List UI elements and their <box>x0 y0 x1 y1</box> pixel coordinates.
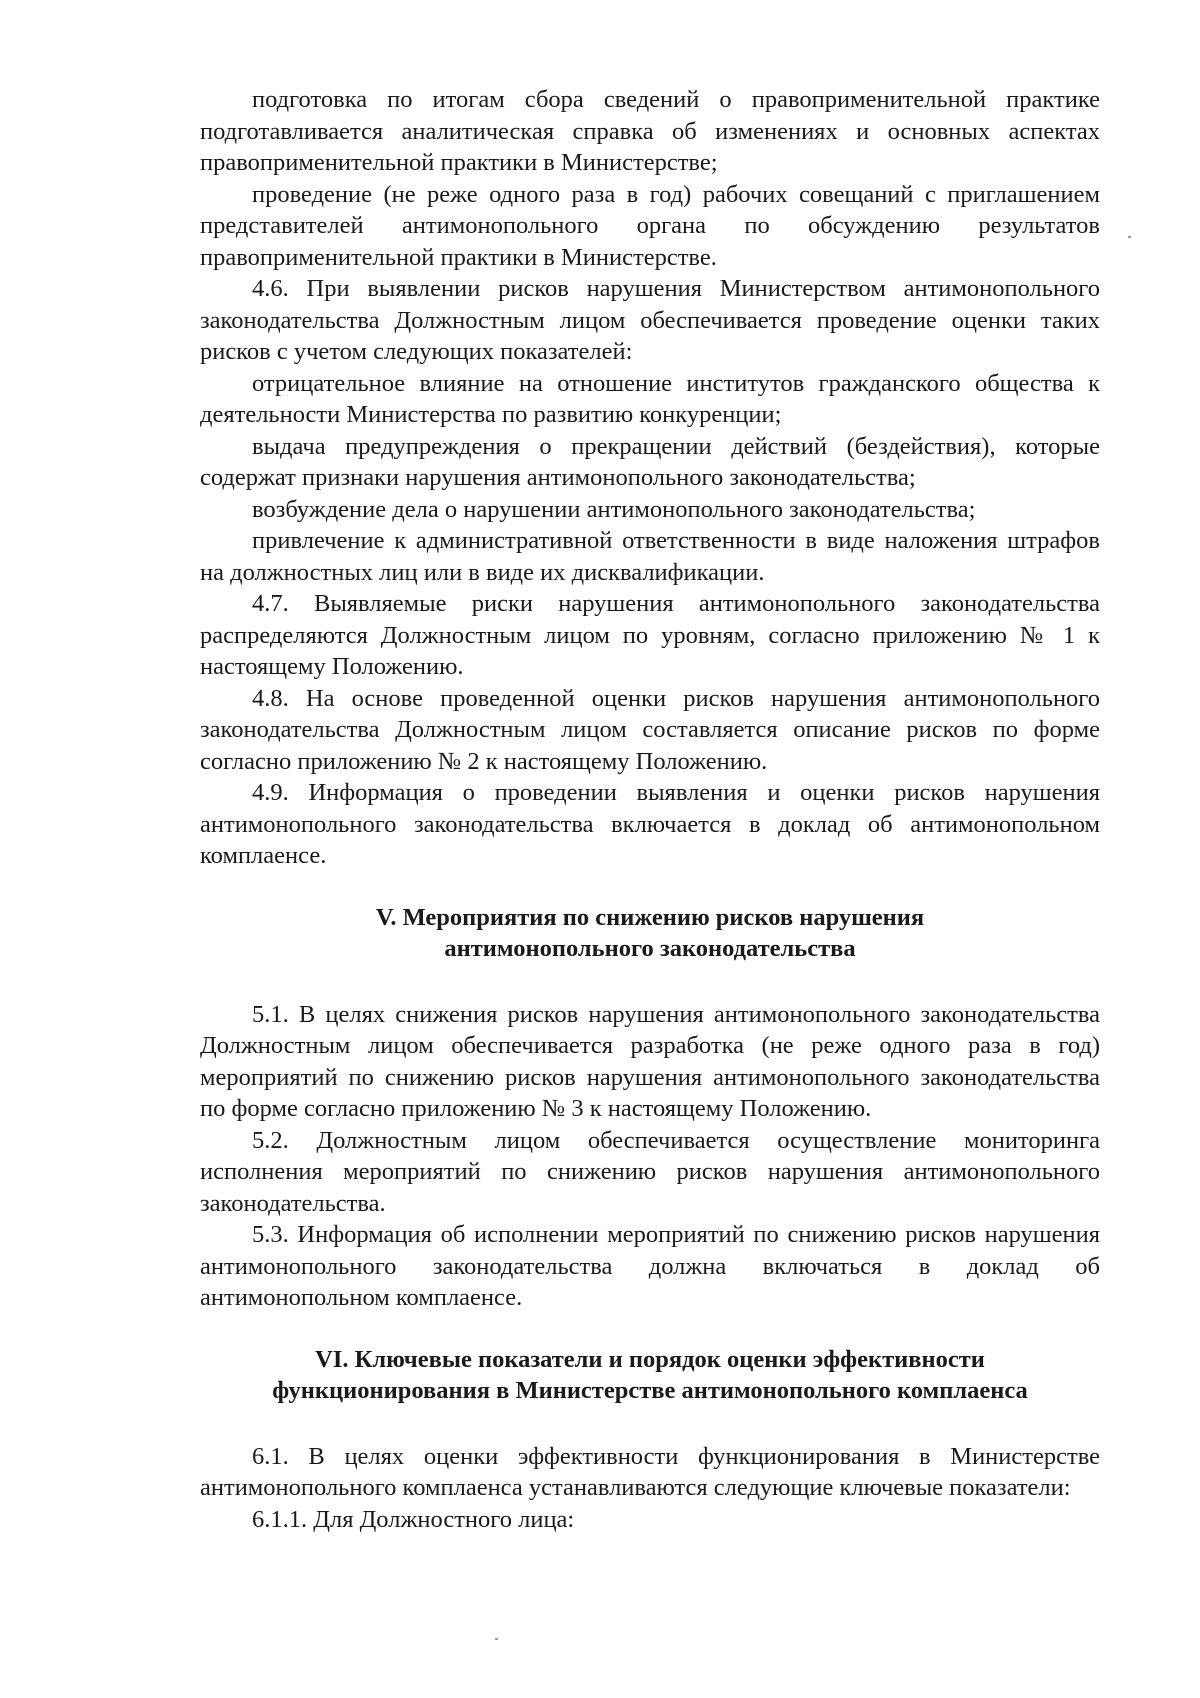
paragraph-4-6: 4.6. При выявлении рисков нарушения Министерством антимонопольного законодательства Должностным лицом обеспечивается проведение оценки таких рисков с учетом следующих показателей: <box>200 275 1100 365</box>
paragraph-warning-issuance: выдача предупреждения о прекращении действий (бездействия), которые содержат признаки нарушения антимонопольного законодательства; <box>200 432 1100 491</box>
scan-speck <box>1128 236 1131 238</box>
scan-speck <box>495 1638 498 1640</box>
section-6-heading <box>200 1344 1100 1407</box>
section-5-heading <box>200 902 1100 965</box>
paragraph-practice-report: подготовка по итогам сбора сведений о правоприменительной практике подготавливается аналитическая справка об изменениях и основных аспектах правоприменительной практики в Министерстве; <box>200 86 1100 176</box>
paragraph-4-8: 4.8. На основе проведенной оценки рисков нарушения антимонопольного законодательства Должностным лицом составляется описание рисков по форме согласно приложению № 2 к настоящему Положению. <box>200 684 1100 775</box>
paragraph-6-1: 6.1. В целях оценки эффективности функционирования в Министерстве антимонопольного комплаенса устанавливаются следующие ключевые показатели: <box>200 1442 1100 1501</box>
paragraph-case-initiation: возбуждение дела о нарушении антимонопольного законодательства; <box>252 495 976 523</box>
paragraph-4-7: 4.7. Выявляемые риски нарушения антимонопольного законодательства распределяются Должностным лицом по уровням, согласно приложению № 1 к настоящему Положению. <box>200 590 1100 680</box>
spacer <box>200 965 1100 999</box>
spacer <box>200 1407 1100 1441</box>
paragraph-5-1: 5.1. В целях снижения рисков нарушения антимонопольного законодательства Должностным лицом обеспечивается разработка (не реже одного раза в год) мероприятий по снижению рисков нарушения антимонопольного законодательства по форме согласно приложению № 3 к настоящему Положению. <box>200 1000 1100 1122</box>
section-6-heading-line-2: функционирования в Министерстве антимонопольного комплаенса <box>272 1377 1028 1404</box>
spacer <box>200 872 1100 902</box>
paragraph-6-1-1: 6.1.1. Для Должностного лица: <box>252 1505 575 1533</box>
paragraph-5-2: 5.2. Должностным лицом обеспечивается осуществление мониторинга исполнения мероприятий по снижению рисков нарушения антимонопольного законодательства. <box>200 1126 1100 1217</box>
section-5-heading-line-1: V. Мероприятия по снижению рисков нарушения <box>375 903 925 931</box>
section-6-heading-line-1: VI. Ключевые показатели и порядок оценки эффективности <box>315 1345 985 1373</box>
paragraph-negative-influence: отрицательное влияние на отношение институтов гражданского общества к деятельности Министерства по развитию конкуренции; <box>200 369 1100 428</box>
paragraph-5-3: 5.3. Информация об исполнении мероприятий по снижению рисков нарушения антимонопольного законодательства должна включаться в доклад об антимонопольном комплаенсе. <box>200 1221 1100 1311</box>
spacer <box>200 1314 1100 1344</box>
document-body <box>200 84 1100 1535</box>
paragraph-working-meetings: проведение (не реже одного раза в год) рабочих совещаний с приглашением представителей антимонопольного органа по обсуждению результатов правоприменительной практики в Министерстве. <box>200 180 1100 271</box>
section-5-heading-line-2: антимонопольного законодательства <box>444 935 856 962</box>
paragraph-administrative-liability: привлечение к административной ответственности в виде наложения штрафов на должностных лиц или в виде их дисквалификации. <box>200 527 1100 586</box>
paragraph-4-9: 4.9. Информация о проведении выявления и оценки рисков нарушения антимонопольного законодательства включается в доклад об антимонопольном комплаенсе. <box>200 779 1100 869</box>
